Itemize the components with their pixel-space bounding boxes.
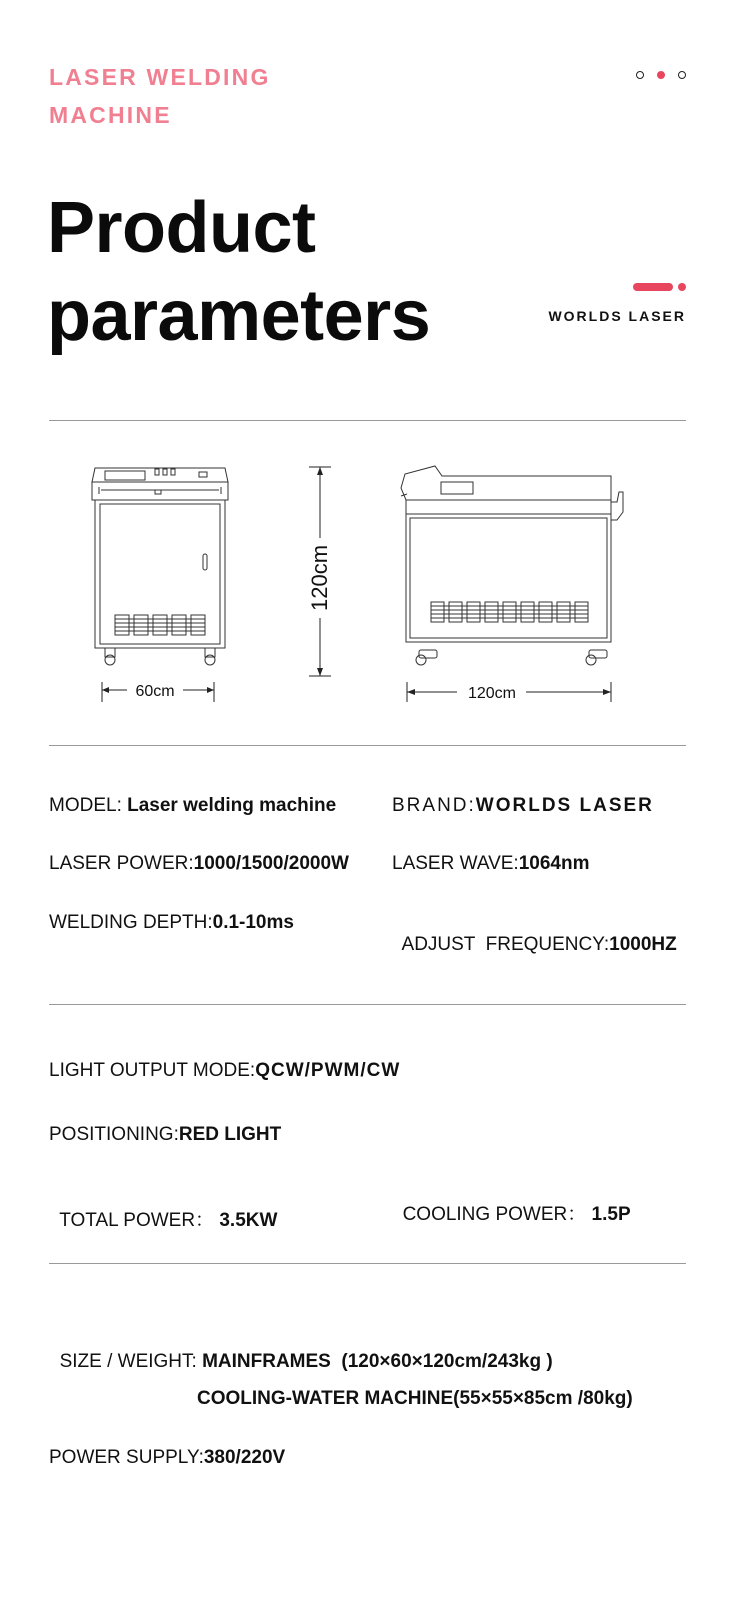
param-value: WORLDS LASER bbox=[475, 795, 654, 816]
param-laser-power bbox=[49, 853, 349, 875]
title-line-1: Product bbox=[47, 188, 316, 268]
param-value: 1000/1500/2000W bbox=[193, 853, 349, 874]
side-view bbox=[401, 466, 623, 665]
pagination-dots bbox=[636, 71, 686, 79]
front-vents bbox=[115, 615, 205, 635]
brand-tag: WORLDS LASER bbox=[548, 308, 686, 324]
param-laser-wave bbox=[392, 853, 589, 875]
machine-dimension-drawing bbox=[49, 430, 686, 720]
param-positioning bbox=[49, 1124, 281, 1146]
param-brand bbox=[392, 795, 654, 817]
param-value: 380/220V bbox=[203, 1447, 286, 1468]
pagination-dot bbox=[678, 71, 686, 79]
param-value: 1.5P bbox=[591, 1204, 631, 1225]
param-label: LASER WAVE: bbox=[392, 853, 519, 874]
side-length-dimension bbox=[407, 682, 611, 702]
height-label: 120cm bbox=[307, 544, 332, 612]
param-output-mode bbox=[49, 1060, 400, 1082]
divider bbox=[49, 1004, 686, 1005]
param-model bbox=[49, 795, 336, 817]
param-label: POSITIONING: bbox=[49, 1124, 179, 1145]
param-cooling-machine bbox=[197, 1388, 633, 1410]
kicker-line-2: MACHINE bbox=[49, 102, 172, 128]
param-welding-depth bbox=[49, 912, 294, 934]
param-value: 1064nm bbox=[518, 853, 590, 874]
param-value: 3.5KW bbox=[219, 1210, 278, 1231]
page-title bbox=[47, 184, 527, 360]
param-label: BRAND: bbox=[392, 795, 476, 816]
param-power-supply bbox=[49, 1447, 285, 1469]
pagination-dot-active bbox=[657, 71, 665, 79]
section-kicker bbox=[49, 58, 369, 134]
title-line-2: parameters bbox=[47, 276, 431, 356]
param-value: 0.1-10ms bbox=[212, 912, 294, 933]
param-label: LASER POWER: bbox=[49, 853, 194, 874]
param-value: QCW/PWM/CW bbox=[255, 1060, 401, 1081]
front-width-label: 60cm bbox=[135, 683, 175, 700]
pagination-dot bbox=[636, 71, 644, 79]
front-width-dimension bbox=[102, 682, 214, 702]
height-dimension bbox=[307, 467, 332, 676]
param-value: COOLING-WATER MACHINE bbox=[197, 1388, 454, 1409]
front-view bbox=[92, 468, 228, 665]
param-value: MAINFRAMES (120×60×120cm/243kg ) bbox=[202, 1351, 553, 1372]
side-vents bbox=[431, 602, 588, 622]
param-label: POWER SUPPLY: bbox=[49, 1447, 204, 1468]
param-value: RED LIGHT bbox=[178, 1124, 282, 1145]
param-label: COOLING POWER： bbox=[402, 1204, 587, 1225]
param-frequency bbox=[392, 912, 677, 956]
param-size-weight bbox=[49, 1329, 553, 1373]
param-label: LIGHT OUTPUT MODE: bbox=[49, 1060, 256, 1081]
accent-dot bbox=[678, 283, 686, 291]
brand-accent bbox=[633, 283, 686, 291]
param-cooling-power bbox=[392, 1177, 631, 1226]
kicker-line-1: LASER WELDING bbox=[49, 64, 271, 90]
param-total-power bbox=[49, 1183, 277, 1232]
param-value: 1000HZ bbox=[609, 934, 677, 955]
param-value: Laser welding machine bbox=[127, 795, 337, 816]
accent-bar bbox=[633, 283, 673, 291]
side-length-label: 120cm bbox=[467, 685, 517, 702]
divider bbox=[49, 745, 686, 746]
param-label: MODEL: bbox=[49, 795, 128, 816]
param-label: ADJUST FREQUENCY: bbox=[401, 934, 610, 955]
divider bbox=[49, 420, 686, 421]
param-label: TOTAL POWER： bbox=[59, 1210, 215, 1231]
param-label: SIZE / WEIGHT: bbox=[59, 1351, 203, 1372]
divider bbox=[49, 1263, 686, 1264]
param-label: WELDING DEPTH: bbox=[49, 912, 213, 933]
param-value: (55×55×85cm /80kg) bbox=[453, 1388, 633, 1409]
